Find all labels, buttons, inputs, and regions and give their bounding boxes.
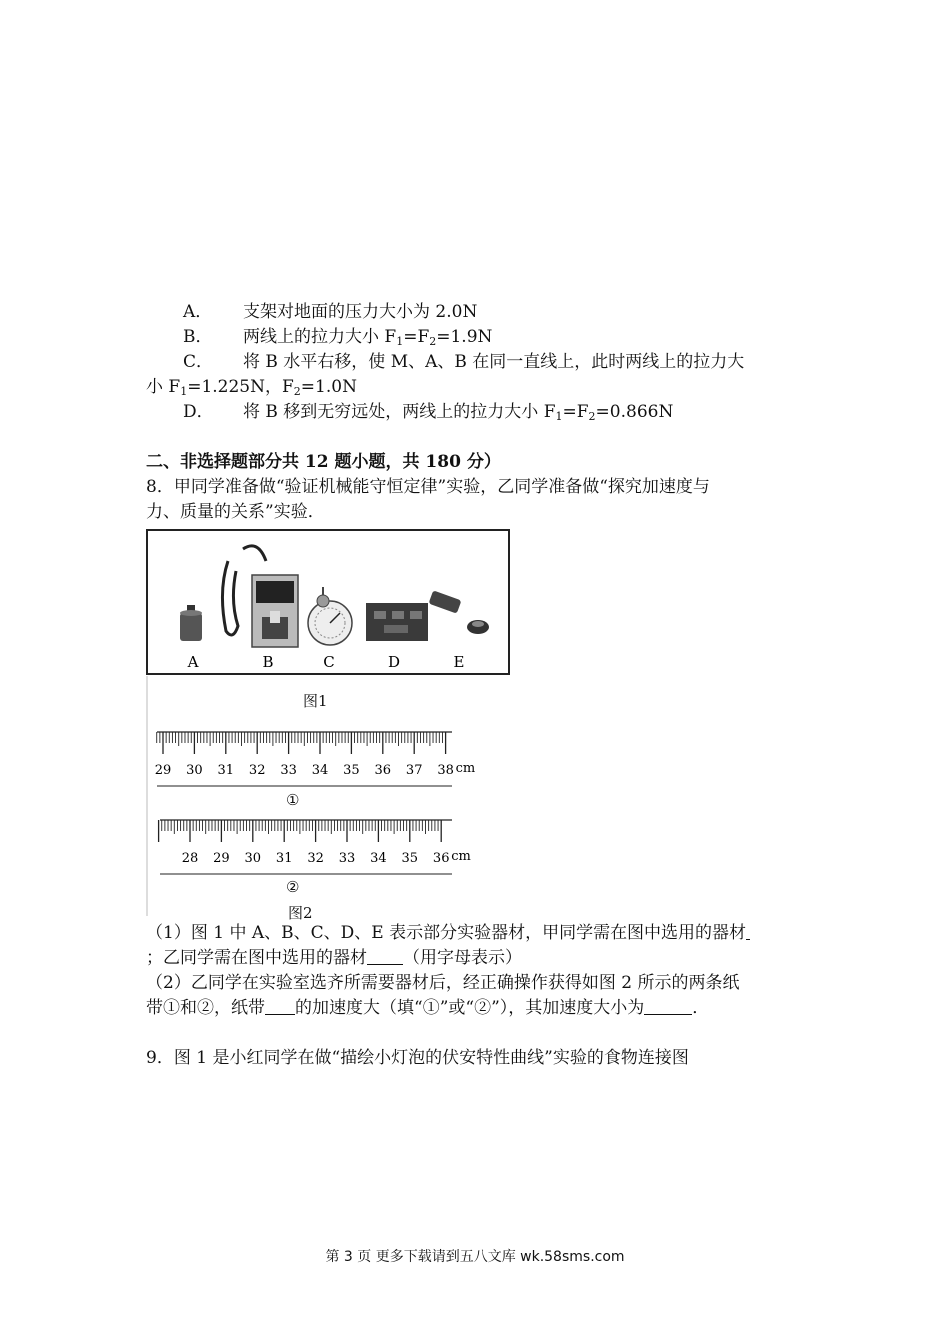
ruler-1-tick-label: 37 (405, 763, 423, 778)
answer-blank-4[interactable] (644, 998, 692, 1015)
ruler-1-tick-label: 31 (217, 763, 235, 778)
ruler-1-tick-label: 33 (280, 763, 297, 778)
apparatus-illustration (148, 531, 508, 673)
ruler-2-tick-label: 29 (213, 851, 230, 866)
ruler-1-tick-label: 32 (248, 763, 266, 778)
dial-scale-icon (308, 587, 352, 645)
ruler-1-tick-label: 29 (154, 763, 172, 778)
ruler-2-tick-label: 36 (432, 851, 450, 866)
figure-1-caption: 图1 (303, 692, 328, 710)
figure-2-tapes (146, 722, 486, 922)
figure-1-apparatus (146, 529, 510, 675)
ruler-1-tick-label: 38 (437, 763, 454, 778)
timer-icon (222, 546, 298, 647)
answer-blank-1[interactable] (746, 923, 750, 940)
part2-line2: 带①和②，纸带 的加速度大（填“①”或“②”），其加速度大小为 ． (146, 998, 710, 1018)
part2-line1: （2）乙同学在实验室选齐所需要器材后，经正确操作获得如图 2 所示的两条纸 (146, 973, 740, 993)
ruler-2-tick-label: 31 (275, 851, 293, 866)
part1-line1: （1）图 1 中 A、B、C、D、E 表示部分实验器材，甲同学需在图中选用的器材 (146, 922, 750, 944)
cart-icon (366, 603, 428, 641)
weight-icon (180, 605, 202, 641)
ruler-2-tick-label: 30 (244, 851, 262, 866)
ruler-1-tick-label: 30 (186, 763, 203, 778)
fig1-label-e: E (453, 653, 465, 671)
tape-ruler-1 (155, 732, 475, 786)
hooks-weights-icon (429, 590, 489, 634)
tape-ruler-2 (159, 820, 471, 874)
option-c: C． 将 B 水平右移，使 M、A、B 在同一直线上，此时两线上的拉力大 (183, 352, 745, 372)
ruler-1-tick-label: 34 (311, 763, 329, 778)
option-a: A． 支架对地面的压力大小为 2.0N (183, 302, 478, 322)
ruler-2-tick-label: 33 (338, 851, 356, 866)
tape-1-mark: ① (286, 791, 300, 809)
page-footer: 第 3 页 更多下载请到五八文库 wk.58sms.com (325, 1249, 625, 1265)
option-c-continued: 小 $F_1=1.225N$，$F_2=1.0N$ (146, 377, 357, 398)
fig1-label-b: B (262, 653, 274, 671)
section-heading: 二、非选择题部分共 12 题小题，共 180 分） (146, 452, 501, 472)
ruler-1-unit: cm (455, 761, 476, 776)
fig1-label-c: C (323, 653, 335, 671)
figure-2-caption: 图2 (288, 904, 313, 922)
q8-line2: 力、质量的关系”实验． (146, 502, 325, 522)
fig1-label-d: D (387, 653, 401, 671)
fig1-label-a: A (187, 653, 199, 671)
option-d: D． 将 B 移到无穷远处，两线上的拉力大小 $F_1=F_2=0.866N$ (183, 402, 674, 423)
ruler-2-tick-label: 35 (401, 851, 419, 866)
ruler-1-tick-label: 36 (374, 763, 392, 778)
part1-line2: ；乙同学需在图中选用的器材 （用字母表示） (146, 948, 522, 968)
ruler-2-tick-label: 32 (307, 851, 324, 866)
ruler-2-tick-label: 28 (181, 851, 199, 866)
q9-line1: 9．图 1 是小红同学在做“描绘小灯泡的伏安特性曲线”实验的食物连接图 (146, 1048, 689, 1068)
answer-blank-2[interactable] (367, 948, 403, 965)
tape-2-mark: ② (286, 878, 300, 896)
ruler-2-unit: cm (451, 849, 471, 864)
q8-line1: 8．甲同学准备做“验证机械能守恒定律”实验，乙同学准备做“探究加速度与 (146, 477, 710, 497)
ruler-1-tick-label: 35 (343, 763, 360, 778)
ruler-2-tick-label: 34 (370, 851, 387, 866)
option-b: B． 两线上的拉力大小 $F_1=F_2=1.9N$ (183, 327, 493, 348)
answer-blank-3[interactable] (265, 998, 295, 1015)
